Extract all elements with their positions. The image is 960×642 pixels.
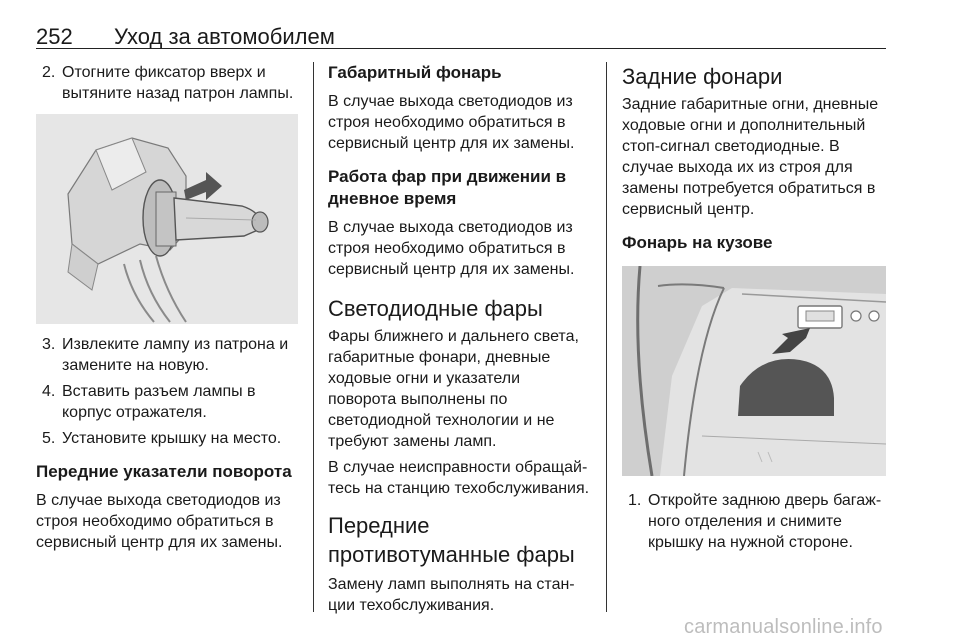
trunk-cover-illustration xyxy=(622,266,886,476)
section-heading: Работа фар при движении в дневное время xyxy=(328,167,567,208)
column-1 xyxy=(36,62,298,553)
section-text: Задние габаритные огни, дневные ходовые огни и дополнительный стоп-сигнал светодиодные. В случае выхода их из строя для замены потребуется обратиться в сервисный центр. xyxy=(622,96,879,218)
section-heading: Габаритный фонарь xyxy=(328,63,502,82)
section-heading: Фонарь на кузове xyxy=(622,233,773,252)
list-item: 2. Отогните фиксатор вверх и вытяните назад патрон лампы. xyxy=(42,64,294,102)
column-3 xyxy=(622,62,886,553)
section-title: Передние противотуманные фары xyxy=(328,513,575,567)
section-heading: Передние указатели поворота xyxy=(36,462,292,481)
list-item: 4. Вставить разъем лампы в корпус отражателя. xyxy=(42,383,256,421)
section-title: Задние фонари xyxy=(622,64,783,89)
section-text: Замену ламп выполнять на стан‐ции техобслуживания. xyxy=(328,576,575,614)
bulb-socket-illustration xyxy=(36,114,298,324)
page-header xyxy=(36,14,886,49)
watermark: carmanualsonline.info xyxy=(684,616,883,638)
list-item: 3. Извлеките лампу из патрона и замените на новую. xyxy=(42,336,289,374)
chapter-title: Уход за автомобилем xyxy=(114,24,335,49)
list-item: 1. Откройте заднюю дверь багаж‐ного отделения и снимите крышку на нужной стороне. xyxy=(628,492,882,551)
section-text: В случае выхода светодиодов из строя необходимо обратиться в сервисный центр для их замены. xyxy=(328,219,575,278)
section-text: В случае выхода светодиодов из строя необходимо обратиться в сервисный центр для их замены. xyxy=(328,93,575,152)
column-divider-left xyxy=(313,62,314,612)
list-item: 5. Установите крышку на место. xyxy=(42,430,282,447)
section-text: В случае неисправности обращай‐тесь на станцию техобслуживания. xyxy=(328,459,590,497)
section-title: Светодиодные фары xyxy=(328,296,543,321)
column-2 xyxy=(328,62,592,616)
section-text: В случае выхода светодиодов из строя необходимо обратиться в сервисный центр для их замены. xyxy=(36,492,283,551)
section-text: Фары ближнего и дальнего света, габаритные фонари, дневные ходовые огни и указатели поворота выполнены по светодиодной технологии и не требуют замены ламп. xyxy=(328,328,579,450)
column-divider-right xyxy=(606,62,607,612)
page-number: 252 xyxy=(36,24,73,49)
